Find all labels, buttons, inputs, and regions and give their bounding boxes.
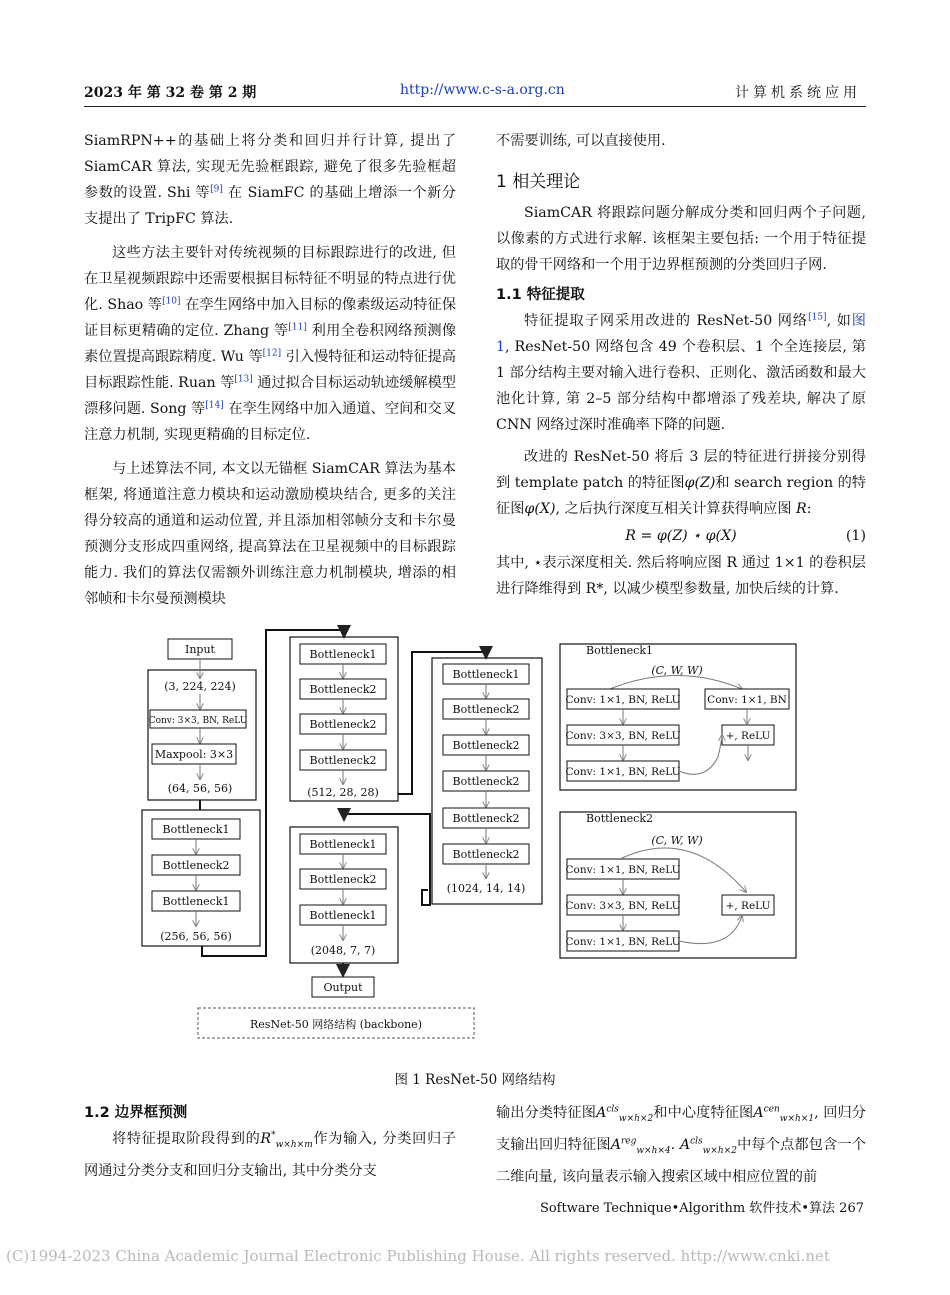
citation-link[interactable]: [12] <box>262 348 282 359</box>
issue-info: 2023 年 第 32 卷 第 2 期 <box>84 85 257 101</box>
add-relu-label: +, ReLU <box>725 730 771 742</box>
bottleneck-label: Bottleneck2 <box>452 812 520 825</box>
channel-shape-label: (C, W, W) <box>651 834 703 847</box>
paragraph: 特征提取子网采用改进的 ResNet-50 网络[15], 如图 1, ResNet-50 网络包含 49 个卷积层、1 个全连接层, 第 1 部分结构主要对输入进行卷积、正则化、激活函数和最大池化计算, 第 2–5 部分结构中都增添了残差块, 解决了原 CNN 网络过深时准确率下降的问题. <box>496 312 866 433</box>
conv-label: Conv: 3×3, BN, ReLU <box>565 900 681 912</box>
bottleneck-label: Bottleneck1 <box>309 648 377 661</box>
figure-1 <box>130 622 810 1056</box>
subsection-heading: 1.1 特征提取 <box>496 287 585 303</box>
header-rule <box>84 106 866 107</box>
bottleneck-label: Bottleneck2 <box>309 873 377 886</box>
detail-title: Bottleneck1 <box>586 644 653 657</box>
bottleneck-label: Bottleneck2 <box>309 754 377 767</box>
bottleneck-label: Bottleneck2 <box>309 718 377 731</box>
left-column-bottom <box>84 1100 456 1184</box>
conv-label: Conv: 1×1, BN <box>707 694 787 706</box>
bottleneck-label: Bottleneck2 <box>309 683 377 696</box>
bottleneck-label: Bottleneck2 <box>452 739 520 752</box>
bottleneck-label: Bottleneck1 <box>309 909 377 922</box>
bottleneck-label: Bottleneck1 <box>162 823 230 836</box>
paragraph: 其中, ⋆表示深度相关. 然后将响应图 R 通过 1×1 的卷积层进行降维得到 R*, 以减少模型参数量, 加快后续的计算. <box>496 555 866 597</box>
shape-label: (1024, 14, 14) <box>446 882 526 895</box>
paragraph: SiamCAR 将跟踪问题分解成分类和回归两个子问题, 以像素的方式进行求解. 该框架主要包括: 一个用于特征提取的骨干网络和一个用于边界框预测的分类回归子网. <box>496 205 866 273</box>
resnet50-diagram <box>130 622 810 1052</box>
section-heading: 1 相关理论 <box>496 172 581 192</box>
citation-link[interactable]: [10] <box>162 296 181 307</box>
copyright-notice: (C)1994-2023 China Academic Journal Electronic Publishing House. All rights reserved. http://www.cnki.net <box>6 1247 830 1265</box>
right-column <box>496 128 866 602</box>
math-symbol: $A^{reg}_{w\times h\times 4}$ <box>610 1136 671 1156</box>
detail-title: Bottleneck2 <box>586 812 653 825</box>
bottleneck-label: Bottleneck1 <box>162 895 230 908</box>
paragraph: 改进的 ResNet-50 将后 3 层的特征进行拼接分别得到 template patch 的特征图φ(Z)和 search region 的特征图φ(X), 之后执行深度互相关计算获得响应图 R: <box>496 449 866 517</box>
add-relu-label: +, ReLU <box>725 900 771 912</box>
shape-label: (3, 224, 224) <box>164 680 236 693</box>
bottleneck-label: Bottleneck2 <box>162 859 230 872</box>
figure-link[interactable]: 图 1 <box>496 313 866 355</box>
citation-link[interactable]: [15] <box>808 312 827 323</box>
output-label: Output <box>323 981 363 994</box>
maxpool-label: Maxpool: 3×3 <box>154 748 234 761</box>
equation-number: (1) <box>845 528 866 544</box>
conv-label: Conv: 3×3, BN, ReLU <box>148 716 248 726</box>
bottleneck-label: Bottleneck2 <box>452 848 520 861</box>
conv-label: Conv: 1×1, BN, ReLU <box>565 936 681 948</box>
bottleneck-label: Bottleneck1 <box>452 668 520 681</box>
page-footer: Software Technique•Algorithm 软件技术•算法 267 <box>539 1201 864 1216</box>
paragraph: SiamRPN++的基础上将分类和回归并行计算, 提出了SiamCAR 算法, 实现无先验框跟踪, 避免了很多先验框超参数的设置. Shi 等[9] 在 SiamFC 的基础上增添一个新分支提出了 TripFC 算法. <box>84 133 456 227</box>
paragraph: 将特征提取阶段得到的$R^*_{w\times h\times m}$作为输入, 分类回归子网通过分类分支和回归分支输出, 其中分类分支 <box>84 1130 456 1179</box>
journal-url-link[interactable]: http://www.c-s-a.org.cn <box>400 82 565 98</box>
paragraph: 与上述算法不同, 本文以无锚框 SiamCAR 算法为基本框架, 将通道注意力模块和运动激励模块结合, 更多的关注得分较高的通道和运动位置, 并且添加相邻帧分支和卡尔曼预测分支形成四重网络, 提高算法在卫星视频中的目标跟踪能力. 我们的算法仅需额外训练注意力机制模块, 增添的相邻帧和卡尔曼预测模块 <box>84 461 456 607</box>
math-symbol: $A^{cls}_{w\times h\times 2}$ <box>596 1104 654 1124</box>
conv-label: Conv: 1×1, BN, ReLU <box>565 864 681 876</box>
conv-label: Conv: 1×1, BN, ReLU <box>565 766 681 778</box>
paragraph: 不需要训练, 可以直接使用. <box>496 133 666 149</box>
shape-label: (512, 28, 28) <box>307 786 379 799</box>
math-symbol: $A^{cen}_{w\times h\times 1}$ <box>753 1104 815 1124</box>
citation-link[interactable]: [11] <box>288 322 307 333</box>
shape-label: (2048, 7, 7) <box>310 944 376 957</box>
citation-link[interactable]: [14] <box>205 400 224 411</box>
conv-label: Conv: 3×3, BN, ReLU <box>565 730 681 742</box>
channel-shape-label: (C, W, W) <box>651 664 703 677</box>
citation-link[interactable]: [9] <box>210 184 223 195</box>
math-symbol: $A^{cls}_{w\times h\times 2}$ <box>679 1136 737 1156</box>
page-number: 267 <box>839 1201 864 1216</box>
bottleneck-label: Bottleneck2 <box>452 703 520 716</box>
conv-label: Conv: 1×1, BN, ReLU <box>565 694 681 706</box>
bottleneck-label: Bottleneck2 <box>452 775 520 788</box>
paragraph: 这些方法主要针对传统视频的目标跟踪进行的改进, 但在卫星视频跟踪中还需要根据目标特征不明显的特点进行优化. Shao 等[10] 在孪生网络中加入目标的像素级运动特征保证目标更精确的定位. Zhang 等[11] 利用全卷积网络预测像素位置提高跟踪精度. Wu 等[12] 引入慢特征和运动特征提高目标跟踪性能. Ruan 等[13] 通过拟合目标运动轨迹缓解模型漂移问题. Song 等[14] 在孪生网络中加入通道、空间和交叉注意力机制, 实现更精确的目标定位. <box>84 245 457 443</box>
paragraph: 输出分类特征图$A^{cls}_{w\times h\times 2}$和中心度特征图$A^{cen}_{w\times h\times 1}$, 回归分支输出回归特征图$A^{reg}_{w\times h\times 4}$. $A^{cls}_{w\times h\times 2}$中每个点都包含一个二维向量, 该向量表示输入搜索区域中相应位置的前 <box>496 1104 866 1185</box>
equation-1: R = φ(Z) ⋆ φ(X) (1) <box>496 522 866 550</box>
input-label: Input <box>185 643 215 656</box>
bottleneck-label: Bottleneck1 <box>309 838 377 851</box>
shape-label: (256, 56, 56) <box>160 930 232 943</box>
right-column-bottom <box>496 1100 866 1190</box>
subsection-heading: 1.2 边界框预测 <box>84 1105 188 1121</box>
backbone-label: ResNet-50 网络结构 (backbone) <box>250 1018 422 1031</box>
math-symbol: $R^*_{w\times h\times m}$ <box>260 1130 313 1150</box>
left-column <box>84 128 456 612</box>
shape-label: (64, 56, 56) <box>167 782 233 795</box>
figure-caption: 图 1 ResNet-50 网络结构 <box>394 1072 556 1088</box>
journal-name: 计算机系统应用 <box>735 85 861 101</box>
citation-link[interactable]: [13] <box>234 374 253 385</box>
